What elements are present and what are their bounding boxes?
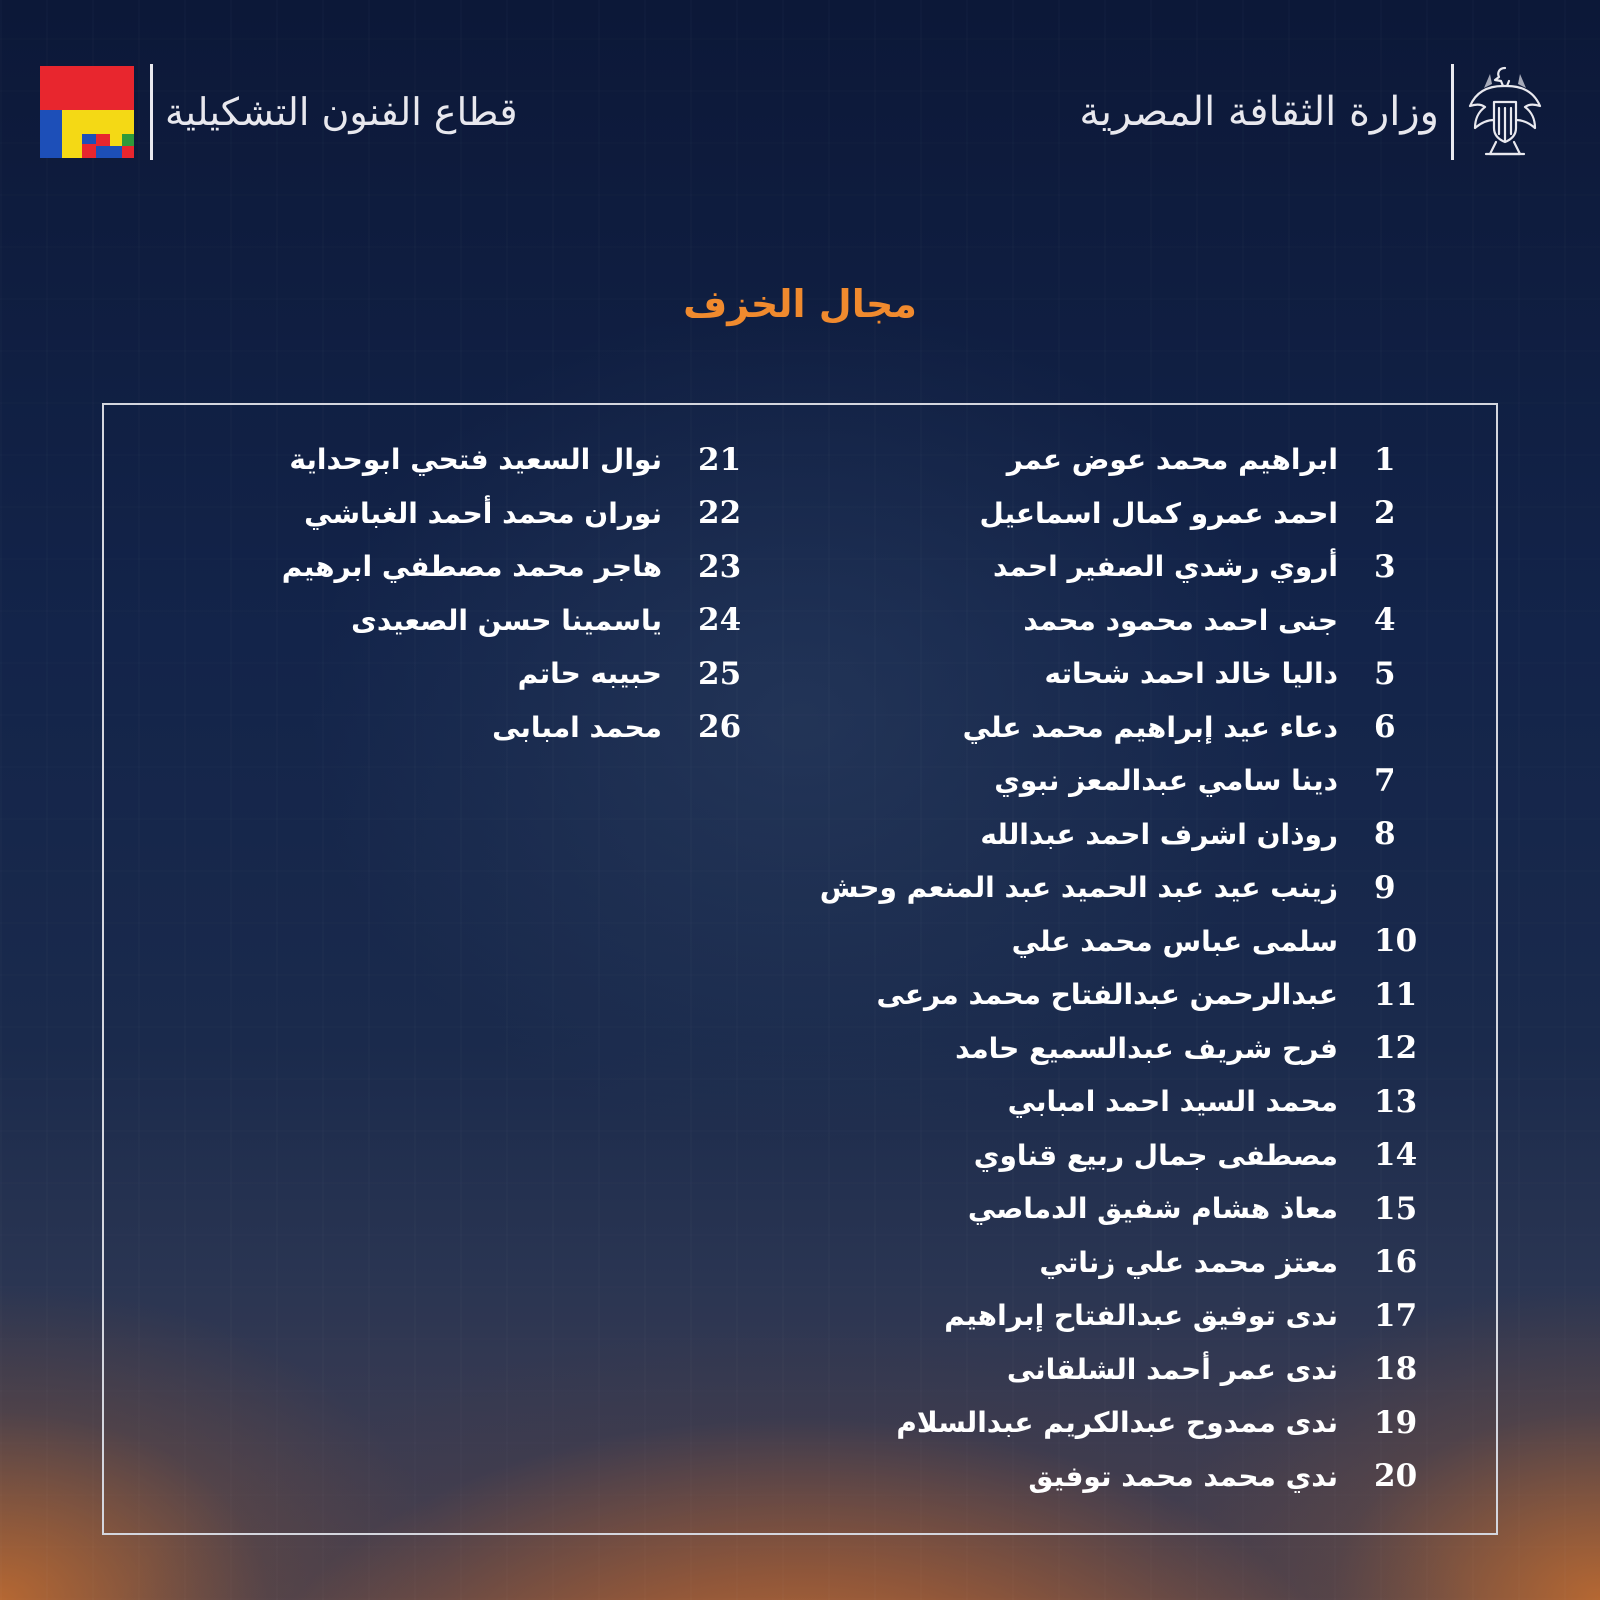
item-number: 22: [698, 495, 742, 532]
item-name: احمد عمرو كمال اسماعيل: [979, 496, 1338, 530]
item-name: جنى احمد محمود محمد: [1023, 603, 1338, 637]
list-item: [198, 433, 758, 487]
item-number: 8: [1374, 816, 1396, 853]
list-item: [714, 1396, 1434, 1450]
item-number: 6: [1374, 709, 1396, 746]
item-number: 7: [1374, 762, 1396, 799]
item-number: 11: [1374, 976, 1418, 1013]
item-name: ندى ممدوح عبدالكريم عبدالسلام: [896, 1406, 1338, 1440]
list-item: [714, 647, 1434, 701]
names-column-1: [714, 433, 1434, 1503]
item-name: ندى عمر أحمد الشلقانى: [1006, 1352, 1338, 1386]
list-item: [714, 808, 1434, 862]
item-name: زينب عيد عبد الحميد عبد المنعم وحش: [819, 871, 1338, 905]
list-item: [714, 594, 1434, 648]
egypt-eagle-emblem-icon: [1466, 62, 1544, 162]
item-number: 10: [1374, 923, 1418, 960]
item-name: ندى توفيق عبدالفتاح إبراهيم: [944, 1299, 1338, 1333]
item-number: 14: [1374, 1137, 1418, 1174]
header-divider: [1451, 64, 1454, 160]
item-number: 15: [1374, 1190, 1418, 1227]
header-divider: [150, 64, 153, 160]
list-item: [714, 1236, 1434, 1290]
item-name: عبدالرحمن عبدالفتاح محمد مرعى: [876, 978, 1338, 1012]
item-number: 1: [1374, 441, 1396, 478]
item-number: 13: [1374, 1083, 1418, 1120]
list-item: [714, 1075, 1434, 1129]
item-name: نوال السعيد فتحي ابوحداية: [289, 443, 662, 477]
item-number: 9: [1374, 869, 1396, 906]
item-name: فرح شريف عبدالسميع حامد: [955, 1031, 1338, 1065]
list-item: [714, 1022, 1434, 1076]
list-item: [714, 915, 1434, 969]
item-name: حبيبه حاتم: [517, 657, 662, 691]
item-name: ياسمينا حسن الصعيدى: [351, 603, 662, 637]
list-item: [198, 701, 758, 755]
item-name: ندي محمد محمد توفيق: [1028, 1459, 1338, 1493]
list-item: [714, 433, 1434, 487]
item-name: محمد السيد احمد امبابي: [1007, 1085, 1338, 1119]
color-mosaic-logo-icon: [40, 66, 134, 158]
page-title: مجال الخزف: [683, 282, 917, 326]
list-item: [714, 861, 1434, 915]
item-number: 12: [1374, 1030, 1418, 1067]
list-item: [714, 1182, 1434, 1236]
item-name: معاذ هشام شفيق الدماصي: [967, 1192, 1338, 1226]
list-item: [714, 754, 1434, 808]
ministry-header: [1079, 60, 1544, 164]
list-item: [198, 647, 758, 701]
item-number: 4: [1374, 602, 1396, 639]
list-item: [714, 540, 1434, 594]
names-box: [102, 403, 1498, 1535]
item-number: 3: [1374, 548, 1396, 585]
item-name: دعاء عيد إبراهيم محمد علي: [962, 710, 1338, 744]
item-name: هاجر محمد مصطفي ابرهيم: [281, 550, 662, 584]
item-name: روذان اشرف احمد عبدالله: [980, 817, 1338, 851]
item-number: 21: [698, 441, 742, 478]
item-number: 26: [698, 709, 742, 746]
item-number: 17: [1374, 1297, 1418, 1334]
item-number: 20: [1374, 1458, 1418, 1495]
item-number: 5: [1374, 655, 1396, 692]
list-item: [714, 1289, 1434, 1343]
item-number: 25: [698, 655, 742, 692]
sector-header: [40, 64, 517, 160]
item-name: نوران محمد أحمد الغباشي: [304, 496, 662, 530]
item-number: 23: [698, 548, 742, 585]
item-number: 16: [1374, 1244, 1418, 1281]
item-number: 18: [1374, 1351, 1418, 1388]
item-name: دينا سامي عبدالمعز نبوي: [994, 764, 1338, 798]
list-item: [198, 487, 758, 541]
item-name: معتز محمد علي زناتي: [1039, 1245, 1338, 1279]
list-item: [714, 1450, 1434, 1504]
list-item: [714, 701, 1434, 755]
names-column-2: [198, 433, 758, 754]
item-name: داليا خالد احمد شحاته: [1044, 657, 1338, 691]
item-number: 2: [1374, 495, 1396, 532]
list-item: [198, 540, 758, 594]
item-name: أروي رشدي الصفير احمد: [993, 550, 1338, 584]
item-name: محمد امبابى: [492, 710, 662, 744]
item-name: مصطفى جمال ربيع قناوي: [973, 1138, 1338, 1172]
item-name: سلمى عباس محمد علي: [1011, 924, 1338, 958]
ministry-name: وزارة الثقافة المصرية: [1079, 89, 1439, 135]
list-item: [714, 487, 1434, 541]
list-item: [714, 1343, 1434, 1397]
sector-name: قطاع الفنون التشكيلية: [165, 90, 518, 134]
item-number: 24: [698, 602, 742, 639]
item-name: ابراهيم محمد عوض عمر: [1006, 443, 1338, 477]
item-number: 19: [1374, 1404, 1418, 1441]
list-item: [714, 968, 1434, 1022]
list-item: [198, 594, 758, 648]
list-item: [714, 1129, 1434, 1183]
